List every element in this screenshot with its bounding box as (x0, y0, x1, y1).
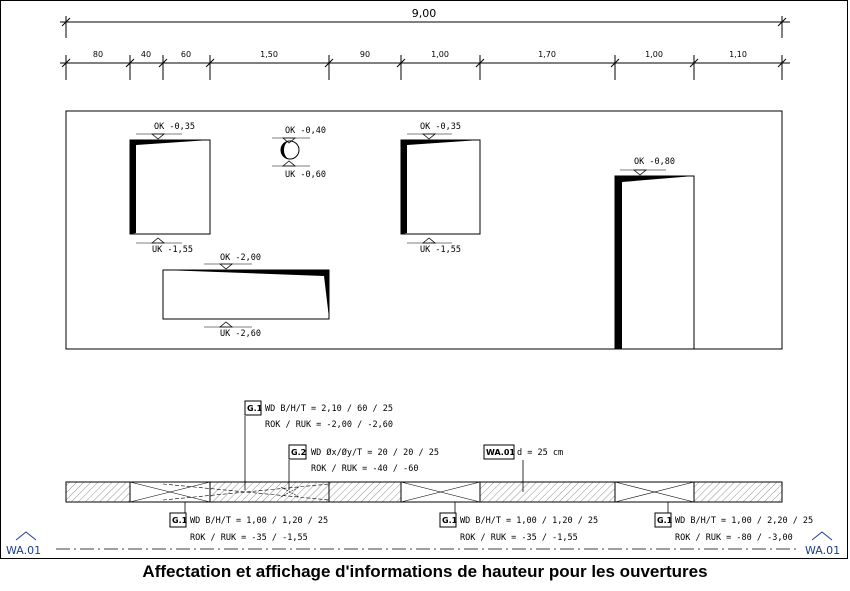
axis-label: WA.01 (6, 544, 42, 557)
tag-id: G.1 (247, 404, 263, 413)
opening-bottom-label: UK -2,60 (220, 329, 261, 339)
tag-line1: WD B/H/T = 1,00 / 1,20 / 25 (190, 516, 329, 526)
segment-dim: 60 (180, 50, 192, 59)
wall-plan (66, 482, 782, 502)
tag-id: G.2 (291, 448, 307, 457)
opening-tag[interactable] (245, 401, 263, 415)
opening-top-label: OK -0,80 (634, 157, 675, 167)
axis-marker-left[interactable] (6, 532, 41, 557)
segment-dim: 80 (92, 50, 104, 59)
segment-dim: 1,50 (260, 50, 278, 59)
segment-dim: 90 (359, 50, 371, 59)
opening-top-label: OK -0,40 (285, 126, 326, 136)
tag-line1: d = 25 cm (517, 448, 564, 458)
tag-id: G.1 (172, 516, 188, 525)
segment-dim: 1,10 (729, 50, 747, 59)
segment-dim: 1,00 (645, 50, 663, 59)
opening-tag[interactable] (440, 513, 458, 527)
tag-line1: WD B/H/T = 2,10 / 60 / 25 (265, 404, 393, 414)
axis-label: WA.01 (805, 544, 841, 557)
wide-opening (163, 264, 329, 327)
window-opening-2 (401, 134, 480, 243)
opening-tag[interactable] (170, 513, 188, 527)
opening-top-label: OK -2,00 (220, 253, 261, 263)
opening-bottom-label: UK -1,55 (420, 245, 461, 255)
opening-bottom-label: UK -0,60 (285, 170, 326, 180)
tag-line2: ROK / RUK = -40 / -60 (311, 464, 419, 474)
door-opening (615, 170, 694, 349)
wall-tag[interactable] (484, 445, 515, 459)
tag-line1: WD B/H/T = 1,00 / 1,20 / 25 (460, 516, 599, 526)
opening-top-label: OK -0,35 (420, 122, 461, 132)
round-opening (272, 138, 310, 166)
tag-id: WA.01 (486, 448, 515, 457)
tag-line2: ROK / RUK = -2,00 / -2,60 (265, 420, 393, 430)
segment-dim: 40 (140, 50, 152, 59)
tag-line2: ROK / RUK = -80 / -3,00 (675, 533, 793, 543)
tag-id: G.1 (442, 516, 458, 525)
segment-dim: 1,00 (431, 50, 449, 59)
opening-tag[interactable] (289, 445, 306, 459)
figure-caption: Affectation et affichage d'informations de hauteur pour les ouvertures (142, 562, 708, 581)
segment-dimension-line (60, 55, 790, 80)
segment-dim: 1,70 (538, 50, 556, 59)
overall-dimension-value: 9,00 (411, 7, 437, 20)
opening-bottom-label: UK -1,55 (152, 245, 193, 255)
tag-line1: WD Øx/Øy/T = 20 / 20 / 25 (311, 448, 439, 458)
axis-marker-right[interactable] (805, 532, 840, 557)
window-opening-1 (130, 134, 210, 243)
tag-line1: WD B/H/T = 1,00 / 2,20 / 25 (675, 516, 814, 526)
opening-top-label: OK -0,35 (154, 122, 195, 132)
tag-line2: ROK / RUK = -35 / -1,55 (190, 533, 308, 543)
tag-line2: ROK / RUK = -35 / -1,55 (460, 533, 578, 543)
tag-id: G.1 (657, 516, 673, 525)
opening-tag[interactable] (655, 513, 673, 527)
